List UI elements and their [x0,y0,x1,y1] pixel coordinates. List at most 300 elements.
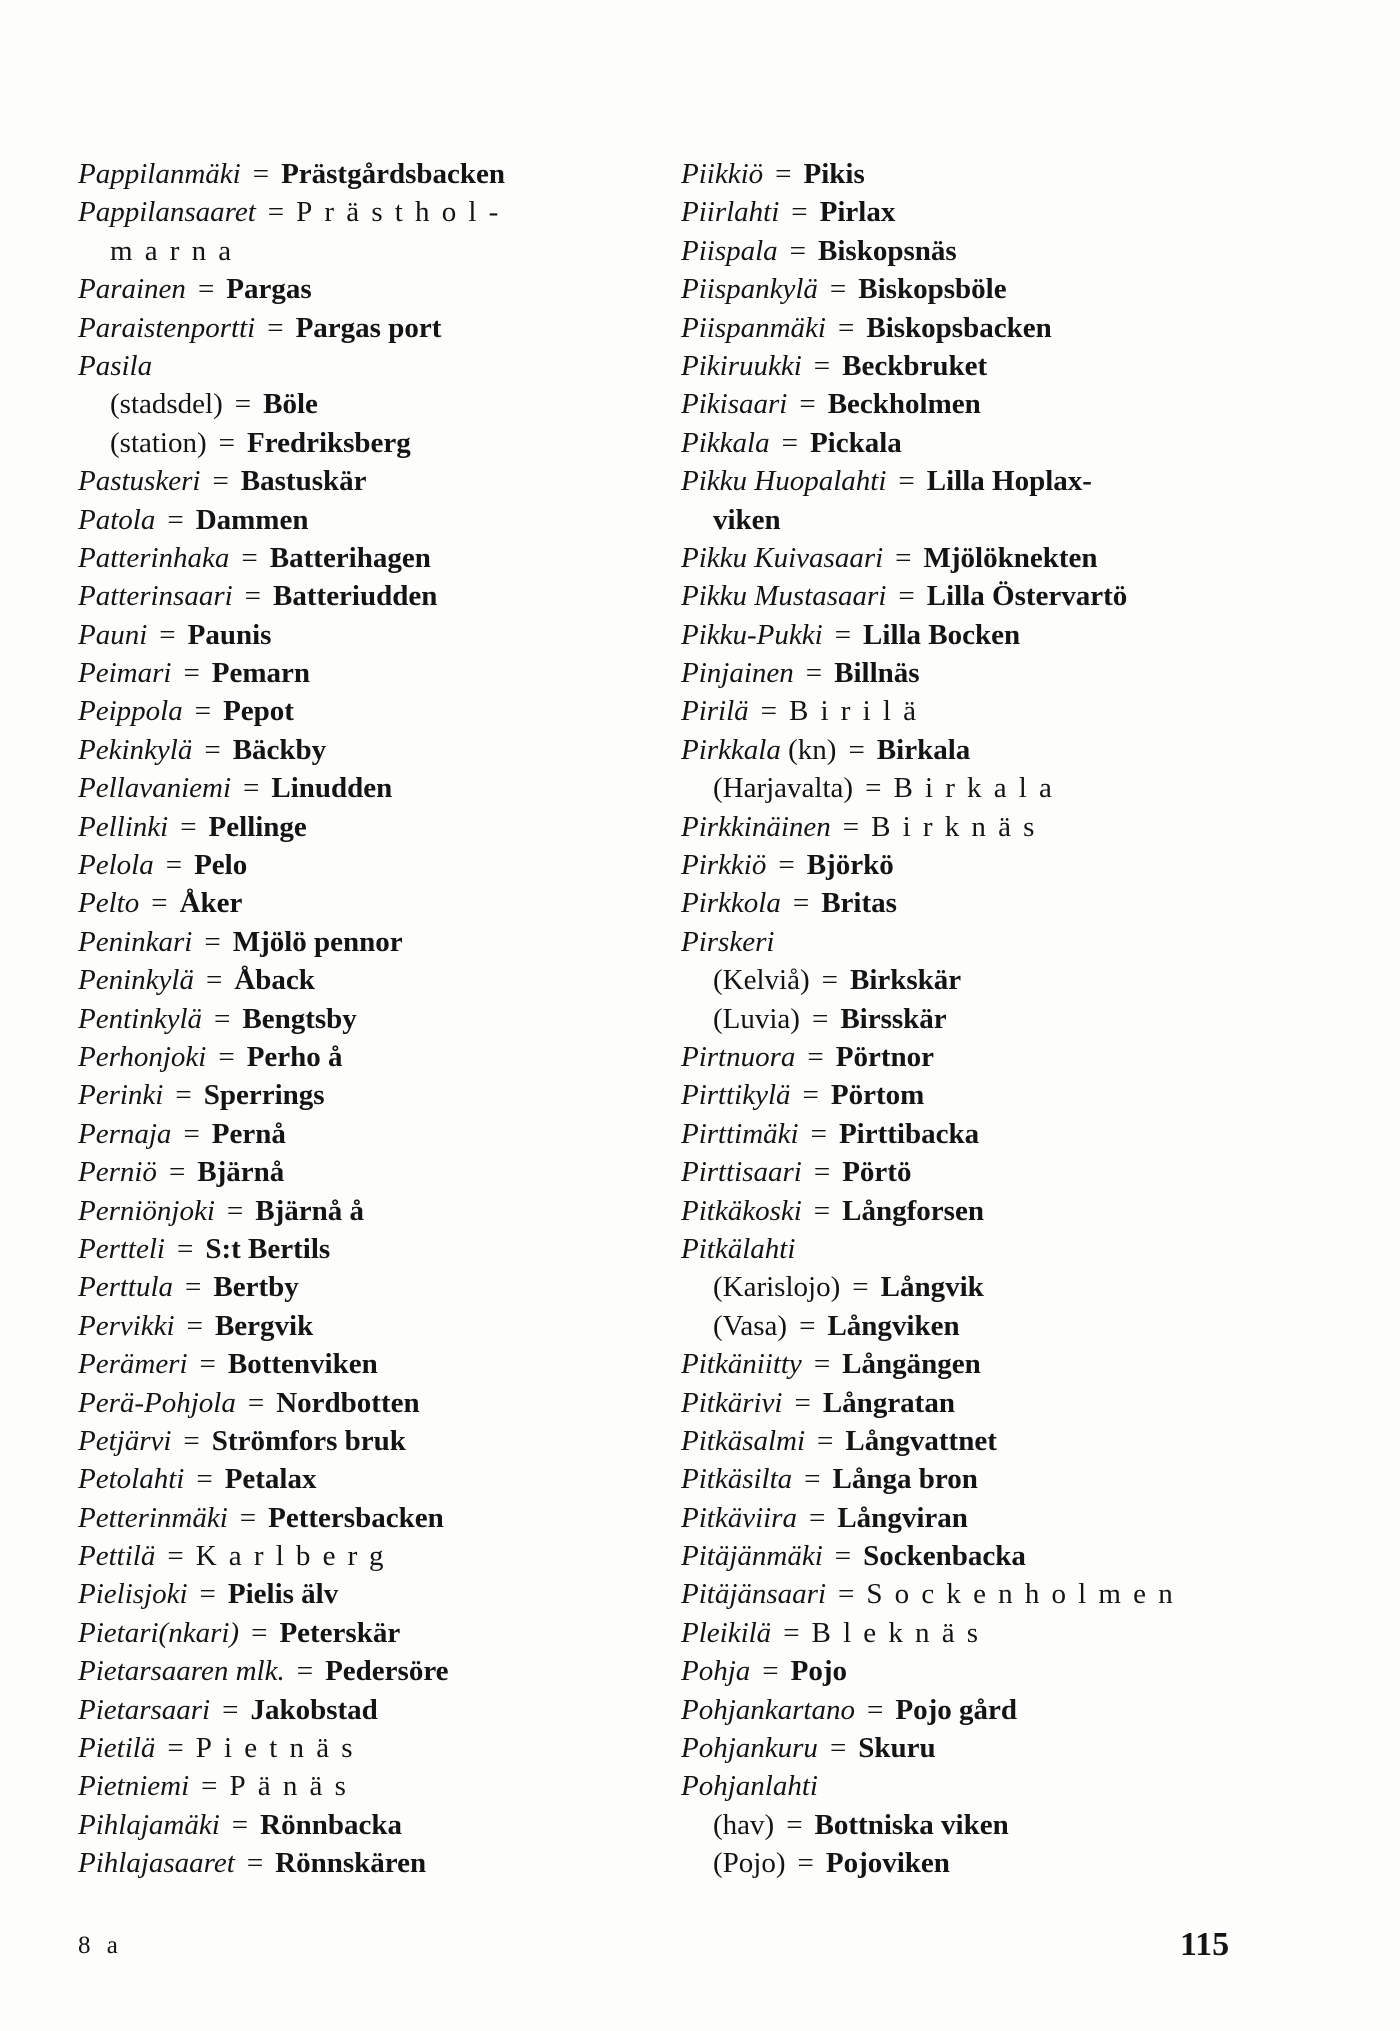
sub-entry-label: (hav) [713,1808,775,1841]
gazetteer-entry [681,1767,1241,1805]
finnish-name: Pikku Kuivasaari [681,541,884,574]
swedish-name: Batteriudden [273,580,438,613]
gazetteer-entry [78,769,658,807]
equals-sign: = [183,657,200,690]
gazetteer-entry [681,193,1241,231]
equals-sign: = [804,1463,821,1496]
equals-sign: = [834,618,852,651]
gazetteer-entry [78,1115,658,1153]
equals-sign: = [183,1424,200,1457]
equals-sign: = [218,1040,235,1073]
gazetteer-entry [681,1000,1241,1038]
equals-sign: = [167,1540,184,1573]
equals-sign: = [226,1194,244,1227]
right-column [681,155,1241,1883]
swedish-name: Strömfors bruk [211,1424,406,1457]
gazetteer-entry [78,462,658,500]
equals-sign: = [185,1271,202,1304]
swedish-name: Pirlax [819,196,896,229]
equals-sign: = [775,158,792,190]
swedish-name: Pernå [211,1117,286,1150]
equals-sign: = [196,1463,213,1496]
swedish-name: Pargas [226,273,312,306]
gazetteer-entry [681,232,1241,270]
gazetteer-entry [78,961,658,999]
finnish-name: Pitkäviira [681,1501,797,1534]
equals-sign: = [194,695,212,728]
gazetteer-entry [681,539,1241,577]
swedish-name: Böle [263,388,318,421]
gazetteer-entry [78,654,658,692]
swedish-name: Långvattnet [845,1424,997,1457]
finnish-name: Pauni [78,618,148,651]
gazetteer-entry [78,1691,658,1729]
gazetteer-entry [78,1499,658,1537]
gazetteer-entry [78,1422,658,1460]
swedish-name: Lilla Östervartö [926,580,1128,613]
swedish-name: Beckbruket [842,349,988,382]
gazetteer-entry [681,1115,1241,1153]
equals-sign: = [165,849,183,882]
gazetteer-entry [681,385,1241,423]
gazetteer-entry [78,846,658,884]
finnish-name: Pellinki [78,810,169,843]
finnish-name: Pietari(nkari) [78,1616,240,1649]
gazetteer-entry [78,1345,658,1383]
finnish-name: Pirttisaari [681,1156,802,1189]
swedish-name: Pänäs [229,1770,359,1803]
gazetteer-entry [78,1000,658,1038]
finnish-name: Perhonjoki [78,1040,207,1073]
equals-sign: = [838,1578,855,1611]
swedish-name: Britas [821,887,897,920]
equals-sign: = [895,541,912,574]
swedish-name: Pörtnor [835,1040,935,1073]
equals-sign: = [821,964,838,997]
finnish-name: Pitkäsilta [681,1463,793,1496]
equals-sign: = [214,1002,231,1035]
equals-sign: = [267,196,285,229]
finnish-name: Perniönjoki [78,1194,215,1227]
sub-entry-label: (Harjavalta) [713,772,854,805]
swedish-name: Bottniska viken [814,1808,1009,1841]
swedish-name: Skuru [858,1732,936,1765]
equals-sign: = [186,1309,203,1342]
gazetteer-entry [681,1614,1241,1652]
swedish-name: Rönnskären [275,1847,427,1880]
finnish-name: Pertteli [78,1232,165,1265]
gazetteer-entry [78,309,658,347]
swedish-name: Linudden [271,772,393,805]
swedish-name: Lilla Bocken [863,618,1021,651]
swedish-name: Pellinge [208,810,307,843]
swedish-name: Sockenbacka [863,1540,1026,1573]
gazetteer-entry [78,1307,658,1345]
gazetteer-entry [78,424,658,462]
sub-entry-label: (Karislojo) [713,1271,841,1304]
sub-entry-label: (Vasa) [713,1309,788,1342]
gazetteer-entry [681,155,1241,193]
swedish-name: Nordbotten [276,1386,420,1419]
equals-sign: = [243,772,260,805]
gazetteer-entry [681,1307,1241,1345]
equals-sign: = [797,1847,814,1880]
swedish-name: Lilla Hoplax- [926,465,1092,498]
gazetteer-entry [78,1537,658,1575]
gazetteer-entry [681,692,1241,730]
finnish-name: Pikkala [681,426,770,459]
swedish-name: Biskopsbacken [866,311,1052,344]
finnish-name: Pihlajamäki [78,1808,220,1841]
gazetteer-entry [681,616,1241,654]
equals-sign: = [867,1693,884,1726]
swedish-name: Fredriksberg [247,426,411,459]
finnish-name: Pirttimäki [681,1117,799,1150]
swedish-name: Prästgårdsbacken [281,158,506,190]
gazetteer-entry [681,1384,1241,1422]
equals-sign: = [168,1156,186,1189]
equals-sign: = [204,925,221,958]
swedish-name: Bertby [213,1271,299,1304]
finnish-name: Pitkärivi [681,1386,783,1419]
gazetteer-entry [681,769,1241,807]
swedish-name: Pojo [790,1655,848,1688]
equals-sign: = [781,426,798,459]
gazetteer-entry [78,270,658,308]
finnish-name: Parainen [78,273,186,306]
gazetteer-entry [681,1499,1241,1537]
swedish-name: S:t Bertils [205,1232,331,1265]
gazetteer-entry [78,1230,658,1268]
finnish-name: Pietniemi [78,1770,190,1803]
equals-sign: = [817,1424,834,1457]
equals-sign: = [799,1309,816,1342]
finnish-name: Pihlajasaaret [78,1847,235,1880]
finnish-name: Pirttikylä [681,1079,791,1112]
sub-entry-label: (Kelviå) [713,964,810,997]
equals-sign: = [834,1540,852,1573]
finnish-name: Pitäjänmäki [681,1540,823,1573]
gazetteer-entry [78,808,658,846]
finnish-name: Pikisaari [681,388,788,421]
equals-sign: = [802,1079,819,1112]
gazetteer-entry [78,1729,658,1767]
finnish-name: Petterinmäki [78,1501,228,1534]
equals-sign: = [810,1117,827,1150]
gazetteer-entry [78,1575,658,1613]
gazetteer-entry [78,1767,658,1805]
swedish-name: Pepot [223,695,294,728]
swedish-name: Biskopsnäs [818,234,957,267]
equals-sign: = [167,1732,184,1765]
swedish-name: Birknäs [871,810,1047,843]
swedish-name: Långängen [842,1348,981,1381]
equals-sign: = [244,580,262,613]
swedish-name: Birsskär [840,1002,947,1035]
equals-sign: = [808,1501,826,1534]
swedish-name: Birkskär [849,964,962,997]
finnish-name: Patola [78,503,156,536]
gazetteer-entry [78,1460,658,1498]
finnish-name: Paraistenportti [78,311,256,344]
finnish-name: Peippola [78,695,183,728]
equals-sign: = [807,1040,824,1073]
equals-sign: = [222,1693,239,1726]
equals-sign: = [848,733,865,766]
gazetteer-entry [681,1268,1241,1306]
gazetteer-entry [78,1614,658,1652]
finnish-name: Piispanmäki [681,311,826,344]
swedish-name: Bottenviken [227,1348,378,1381]
swedish-name: Långviran [837,1501,968,1534]
gazetteer-entry [78,1384,658,1422]
gazetteer-entry [78,385,658,423]
equals-sign: = [199,1348,216,1381]
sub-entry-label: (Luvia) [713,1002,800,1035]
swedish-name: Bjärnå [197,1156,285,1189]
finnish-name: Pervikki [78,1309,175,1342]
finnish-name: Pellavaniemi [78,772,232,805]
equals-sign: = [252,158,270,190]
equals-sign: = [218,426,236,459]
gazetteer-entry [681,884,1241,922]
finnish-name: Pitkäniitty [681,1348,802,1381]
equals-sign: = [805,657,823,690]
gazetteer-entry [681,1076,1241,1114]
finnish-name: Pirilä [681,695,749,728]
equals-sign: = [829,273,847,306]
finnish-name: Perttula [78,1271,174,1304]
swedish-name: Pielis älv [227,1578,339,1611]
gazetteer-entry [681,1575,1241,1613]
swedish-name: Sperrings [203,1079,325,1112]
gazetteer-entry [681,1729,1241,1767]
finnish-name: Pohja [681,1655,751,1688]
equals-sign: = [791,196,808,229]
sub-entry-label: (stadsdel) [110,388,223,421]
finnish-name: Perämeri [78,1348,188,1381]
finnish-name: Pohjankartano [681,1693,855,1726]
swedish-name: Birkala [876,733,971,766]
swedish-name: Pemarn [211,657,311,690]
swedish-name: Björkö [806,849,894,882]
name-note: (kn) [788,733,837,766]
finnish-name: Pikku Huopalahti [681,465,887,498]
gazetteer-entry [78,1844,658,1882]
equals-sign: = [898,465,915,498]
swedish-name: Dammen [195,503,309,536]
gazetteer-entry [78,539,658,577]
gazetteer-entry [681,1844,1241,1882]
gazetteer-entry [681,1537,1241,1575]
equals-sign: = [234,388,252,421]
finnish-name: Pikiruukki [681,349,802,382]
swedish-name: Pickala [809,426,902,459]
gazetteer-entry [681,577,1241,615]
swedish-name: Pojoviken [825,1847,950,1880]
equals-sign: = [151,887,168,920]
finnish-name: Perä-Pohjola [78,1386,236,1419]
equals-sign: = [247,1386,265,1419]
equals-sign: = [241,541,258,574]
gazetteer-entry [681,1345,1241,1383]
swedish-name: Jakobstad [250,1693,378,1726]
equals-sign: = [778,849,795,882]
equals-sign: = [199,1578,216,1611]
gazetteer-entry [681,654,1241,692]
finnish-name: Pirkkiö [681,849,767,882]
swedish-name: Birilä [789,695,929,728]
equals-sign: = [251,1616,268,1649]
equals-sign: = [852,1271,869,1304]
finnish-name: Piikkiö [681,158,764,190]
swedish-name: Pargas port [295,311,442,344]
finnish-name: Pelola [78,849,154,882]
finnish-name: Petolahti [78,1463,185,1496]
finnish-name: Petjärvi [78,1424,172,1457]
finnish-name: Patterinhaka [78,541,230,574]
equals-sign: = [197,273,215,306]
finnish-name: Pirskeri [681,925,775,958]
gazetteer-entry [681,808,1241,846]
finnish-name: Patterinsaari [78,580,233,613]
gazetteer-entry [78,577,658,615]
gazetteer-entry [681,501,1241,539]
equals-sign: = [167,503,184,536]
swedish-name: Åker [179,887,243,920]
finnish-name: Pekinkylä [78,733,193,766]
gazetteer-entry [681,270,1241,308]
swedish-name: Långviken [827,1309,960,1342]
equals-sign: = [296,1655,314,1688]
equals-sign: = [201,1770,218,1803]
finnish-name: Peimari [78,657,172,690]
finnish-name: Peninkylä [78,964,194,997]
swedish-name: Åback [234,964,315,997]
gazetteer-entry [681,424,1241,462]
finnish-name: Pietilä [78,1732,156,1765]
gazetteer-entry [78,155,658,193]
swedish-name: Bjärnå å [255,1194,365,1227]
finnish-name: Pernaja [78,1117,172,1150]
finnish-name: Pitkälahti [681,1232,796,1265]
gazetteer-entry [78,193,658,231]
equals-sign: = [813,1156,831,1189]
swedish-name: Peterskär [279,1616,401,1649]
equals-sign: = [246,1847,264,1880]
swedish-name: Paunis [187,618,272,651]
swedish-name: Bastuskär [240,465,367,498]
swedish-name: Perho å [246,1040,343,1073]
equals-sign: = [205,964,223,997]
gazetteer-entry [681,1460,1241,1498]
equals-sign: = [159,618,176,651]
swedish-name: Prästhol- [296,196,511,229]
gazetteer-entry [78,347,658,385]
finnish-name: Perniö [78,1156,157,1189]
equals-sign: = [799,388,816,421]
swedish-name: Pörtö [842,1156,912,1189]
gazetteer-entry [681,1153,1241,1191]
finnish-name: Pappilanmäki [78,158,241,190]
gazetteer-entry [78,692,658,730]
equals-sign: = [204,733,221,766]
finnish-name: Piirlahti [681,196,780,229]
equals-sign: = [176,1232,194,1265]
equals-sign: = [865,772,882,805]
swedish-name: Sockenholmen [866,1578,1185,1611]
swedish-name: Billnäs [834,657,920,690]
swedish-name: viken [713,503,781,536]
finnish-name: Pohjankuru [681,1732,818,1765]
equals-sign: = [838,311,855,344]
swedish-name: Långratan [822,1386,955,1419]
finnish-name: Piispala [681,234,778,267]
swedish-name: Pojo gård [895,1693,1017,1726]
equals-sign: = [183,1117,200,1150]
finnish-name: Pirkkola [681,887,781,920]
equals-sign: = [811,1002,829,1035]
finnish-name: Peninkari [78,925,193,958]
sub-entry-label: (station) [110,426,207,459]
finnish-name: Piispankylä [681,273,818,306]
gazetteer-entry [78,616,658,654]
finnish-name: Pleikilä [681,1616,772,1649]
gazetteer-entry [78,1192,658,1230]
equals-sign: = [762,1655,779,1688]
swedish-name: Pelo [194,849,248,882]
swedish-name: Pettersbacken [268,1501,444,1534]
swedish-name: Birkala [893,772,1065,805]
finnish-name: Pirkkinäinen [681,810,831,843]
equals-sign: = [829,1732,847,1765]
gazetteer-entry [681,1230,1241,1268]
swedish-name: Beckholmen [827,388,981,421]
gazetteer-entry [78,232,658,270]
gazetteer-entry [681,1038,1241,1076]
gazetteer-entry [78,1076,658,1114]
swedish-name: Karlberg [195,1540,396,1573]
equals-sign: = [842,810,860,843]
gazetteer-entry [681,309,1241,347]
gazetteer-entry [681,846,1241,884]
finnish-name: Pasila [78,349,153,382]
swedish-name: Långa bron [832,1463,978,1496]
finnish-name: Pietarsaari [78,1693,211,1726]
page-number: 115 [1180,1926,1230,1963]
finnish-name: Pettilä [78,1540,156,1573]
finnish-name: Pirkkala [681,733,781,766]
finnish-name: Pohjanlahti [681,1770,818,1803]
gazetteer-entry [78,1652,658,1690]
swedish-name: Mjölö pennor [232,925,403,958]
swedish-name: Rönnbacka [260,1808,402,1841]
gazetteer-entry [78,884,658,922]
equals-sign: = [794,1386,811,1419]
equals-sign: = [231,1808,249,1841]
swedish-name: marna [110,234,244,267]
equals-sign: = [786,1808,803,1841]
swedish-name: Bergvik [214,1309,314,1342]
swedish-name: Långforsen [842,1194,984,1227]
equals-sign: = [760,695,778,728]
swedish-name: Pirttibacka [838,1117,980,1150]
swedish-name: Mjölöknekten [923,541,1098,574]
equals-sign: = [175,1079,192,1112]
gazetteer-entry [681,1806,1241,1844]
gazetteer-entry [78,731,658,769]
equals-sign: = [239,1501,257,1534]
